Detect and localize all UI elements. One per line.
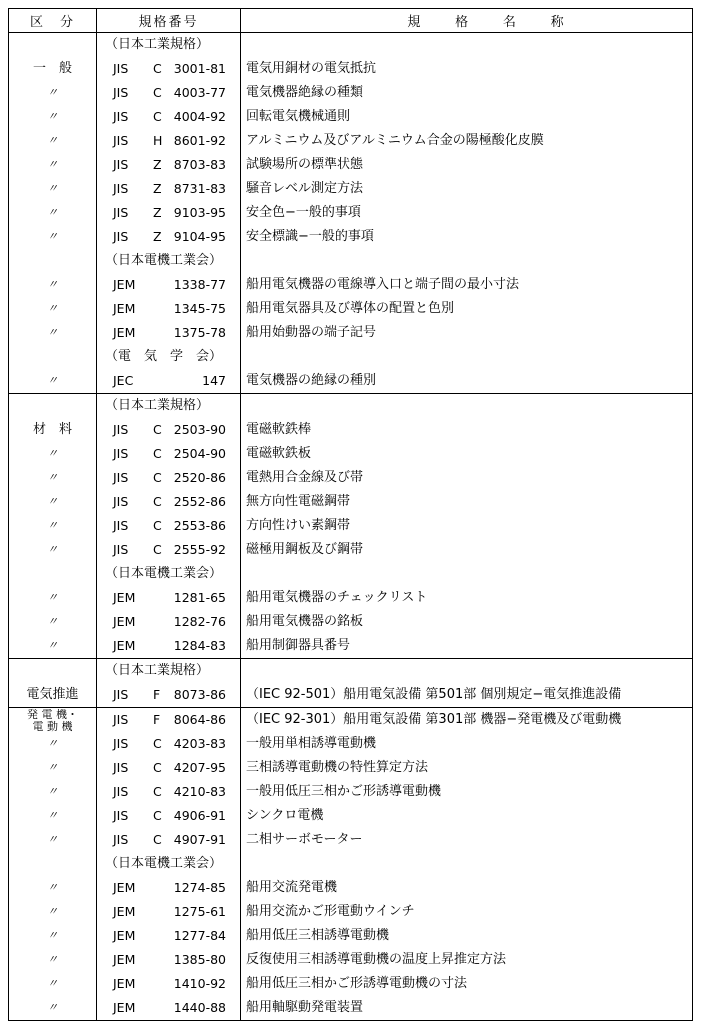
code-column	[97, 708, 241, 1020]
code-number: 4003-77	[173, 85, 226, 100]
standard-name: （IEC 92-501）船用電気設備 第501部 個別規定−電気推進設備	[246, 687, 622, 702]
category-label	[9, 33, 96, 57]
standard-code	[97, 81, 240, 105]
name-column	[241, 708, 692, 1020]
organization-label: （日本電機工業会）	[105, 856, 223, 871]
standard-name: 船用始動器の端子記号	[246, 325, 377, 340]
table-header	[9, 9, 692, 33]
code-prefix: JIS	[113, 205, 129, 220]
code-prefix: JIS	[113, 61, 129, 76]
standard-name: 船用電気器具及び導体の配置と色別	[246, 301, 455, 316]
ditto-mark: 〃	[47, 326, 58, 339]
code-prefix: JEM	[113, 904, 136, 919]
code-number: 1410-92	[173, 976, 226, 991]
ditto-mark: 〃	[47, 495, 58, 508]
standard-name	[241, 852, 692, 876]
ditto-mark: 〃	[47, 905, 58, 918]
code-number: 3001-81	[173, 61, 226, 76]
table-body	[9, 33, 692, 1020]
standard-code	[97, 996, 240, 1020]
standard-code	[97, 948, 240, 972]
code-number: 2504-90	[173, 446, 226, 461]
code-number: 1375-78	[173, 325, 226, 340]
standard-name: 船用交流かご形電動ウインチ	[246, 904, 415, 919]
standard-code	[97, 201, 240, 225]
standard-name: 船用軸駆動発電装置	[246, 1000, 364, 1015]
standard-name: 電気機器絶縁の種類	[246, 85, 364, 100]
code-letter: C	[153, 808, 162, 823]
standard-name: 三相誘導電動機の特性算定方法	[246, 760, 429, 775]
code-column	[97, 394, 241, 658]
code-number: 1277-84	[173, 928, 226, 943]
ditto-mark: 〃	[47, 230, 58, 243]
category-column	[9, 33, 97, 393]
code-column	[97, 659, 241, 707]
standard-name: 方向性けい素鋼帯	[246, 518, 351, 533]
standard-code	[97, 321, 240, 345]
code-prefix: JIS	[113, 518, 129, 533]
code-number: 2552-86	[173, 494, 226, 509]
code-prefix: JIS	[113, 85, 129, 100]
ditto-mark: 〃	[47, 158, 58, 171]
standard-name: 電磁軟鉄板	[246, 446, 312, 461]
standard-code	[97, 708, 240, 732]
code-prefix: JIS	[113, 687, 129, 702]
standard-code	[97, 972, 240, 996]
ditto-mark: 〃	[47, 591, 58, 604]
code-letter: Z	[153, 229, 162, 244]
standard-name	[241, 562, 692, 586]
code-letter: F	[153, 712, 161, 727]
ditto-mark: 〃	[47, 519, 58, 532]
standard-code	[97, 177, 240, 201]
table-section	[9, 394, 692, 659]
ditto-mark: 〃	[47, 1001, 58, 1014]
standard-name: 船用電気機器の電線導入口と端子間の最小寸法	[246, 277, 520, 292]
ditto-mark: 〃	[47, 977, 58, 990]
standard-code	[97, 369, 240, 393]
ditto-mark: 〃	[47, 809, 58, 822]
standard-code	[97, 780, 240, 804]
organization-label: （日本工業規格）	[105, 398, 210, 413]
code-number: 4207-95	[173, 760, 226, 775]
header-name-char: 名	[502, 15, 518, 30]
ditto-mark: 〃	[47, 833, 58, 846]
ditto-mark: 〃	[47, 278, 58, 291]
code-prefix: JIS	[113, 712, 129, 727]
category-column	[9, 394, 97, 658]
code-letter: C	[153, 760, 162, 775]
code-prefix: JEM	[113, 614, 136, 629]
header-code: 規格番号	[97, 9, 241, 32]
code-letter: H	[153, 133, 163, 148]
category-label: 一 般	[32, 61, 72, 76]
ditto-mark: 〃	[47, 447, 58, 460]
standard-name: 回転電気機械通則	[246, 109, 351, 124]
code-prefix: JIS	[113, 157, 129, 172]
standard-code	[97, 900, 240, 924]
standard-name: 磁極用鋼板及び鋼帯	[246, 542, 364, 557]
name-column	[241, 394, 692, 658]
organization-label: （日本工業規格）	[105, 37, 210, 52]
standard-name: 一般用低圧三相かご形誘導電動機	[246, 784, 442, 799]
code-letter: C	[153, 736, 162, 751]
standard-name: 安全色−一般的事項	[246, 205, 361, 220]
category-label: 電気推進	[26, 687, 79, 702]
header-name-char: 格	[455, 15, 471, 30]
standard-name	[241, 345, 692, 369]
standard-name	[241, 249, 692, 273]
ditto-mark: 〃	[47, 639, 58, 652]
code-prefix: JIS	[113, 422, 129, 437]
header-name	[241, 9, 692, 32]
code-letter: C	[153, 494, 162, 509]
standard-code	[97, 466, 240, 490]
code-prefix: JEM	[113, 976, 136, 991]
standard-code	[97, 490, 240, 514]
code-prefix: JIS	[113, 808, 129, 823]
code-prefix: JEM	[113, 590, 136, 605]
ditto-mark: 〃	[47, 953, 58, 966]
table-section	[9, 33, 692, 394]
standard-name: 電磁軟鉄棒	[246, 422, 312, 437]
standard-name	[241, 659, 692, 683]
standard-code	[97, 442, 240, 466]
standard-name: 二相サーボモーター	[246, 832, 363, 847]
code-number: 1345-75	[173, 301, 226, 316]
standard-name: （IEC 92-301）船用電気設備 第301部 機器−発電機及び電動機	[246, 712, 622, 727]
standard-code	[97, 732, 240, 756]
code-prefix: JEM	[113, 277, 136, 292]
standard-code	[97, 153, 240, 177]
standard-name: 船用低圧三相誘導電動機	[246, 928, 390, 943]
ditto-mark: 〃	[47, 785, 58, 798]
organization-label: （電 気 学 会）	[105, 349, 223, 364]
code-number: 1440-88	[173, 1000, 226, 1015]
code-letter: F	[153, 687, 161, 702]
category-label: 発 電 機・ 電 動 機	[27, 708, 78, 732]
standard-name: 船用交流発電機	[246, 880, 338, 895]
standard-name: 一般用単相誘導電動機	[246, 736, 377, 751]
code-number: 1274-85	[173, 880, 226, 895]
ditto-mark: 〃	[47, 881, 58, 894]
ditto-mark: 〃	[47, 471, 58, 484]
code-number: 4906-91	[173, 808, 226, 823]
code-prefix: JIS	[113, 181, 129, 196]
code-number: 4203-83	[173, 736, 226, 751]
standard-name: 船用電気機器のチェックリスト	[246, 590, 428, 605]
code-letter: C	[153, 85, 162, 100]
code-prefix: JIS	[113, 832, 129, 847]
category-column	[9, 708, 97, 1020]
ditto-mark: 〃	[47, 206, 58, 219]
standard-code	[97, 634, 240, 658]
code-column	[97, 33, 241, 393]
code-letter: C	[153, 470, 162, 485]
code-number: 9104-95	[173, 229, 226, 244]
standard-code	[97, 828, 240, 852]
code-prefix: JIS	[113, 494, 129, 509]
code-prefix: JIS	[113, 736, 129, 751]
code-prefix: JEM	[113, 638, 136, 653]
ditto-mark: 〃	[47, 86, 58, 99]
standard-name: 試験場所の標準状態	[246, 157, 364, 172]
standard-code	[97, 297, 240, 321]
code-prefix: JIS	[113, 784, 129, 799]
standard-name: 安全標識−一般的事項	[246, 229, 374, 244]
code-prefix: JIS	[113, 133, 129, 148]
standard-code	[97, 514, 240, 538]
organization-label: （日本電機工業会）	[105, 253, 223, 268]
standard-code	[97, 924, 240, 948]
code-letter: Z	[153, 157, 162, 172]
ditto-mark: 〃	[47, 134, 58, 147]
ditto-mark: 〃	[47, 737, 58, 750]
standard-code	[97, 610, 240, 634]
code-prefix: JIS	[113, 760, 129, 775]
standard-code	[97, 683, 240, 707]
category-label	[9, 249, 96, 273]
ditto-mark: 〃	[47, 543, 58, 556]
code-letter: Z	[153, 205, 162, 220]
code-letter: C	[153, 61, 162, 76]
category-label	[9, 345, 96, 369]
ditto-mark: 〃	[47, 615, 58, 628]
standard-code	[97, 756, 240, 780]
standard-code	[97, 876, 240, 900]
standard-name: 電気機器の絶縁の種別	[246, 373, 377, 388]
code-prefix: JIS	[113, 470, 129, 485]
standard-name: 電気用銅材の電気抵抗	[246, 61, 377, 76]
organization-label: （日本工業規格）	[105, 663, 210, 678]
category-label	[9, 659, 96, 683]
standard-code	[97, 225, 240, 249]
code-number: 8731-83	[173, 181, 226, 196]
standard-code	[97, 804, 240, 828]
code-number: 1275-61	[173, 904, 226, 919]
name-column	[241, 659, 692, 707]
name-column	[241, 33, 692, 393]
code-number: 4907-91	[173, 832, 226, 847]
standard-name: アルミニウム及びアルミニウム合金の陽極酸化皮膜	[246, 133, 544, 148]
code-number: 147	[202, 373, 226, 388]
code-prefix: JIS	[113, 542, 129, 557]
header-name-char: 称	[550, 15, 566, 30]
category-label	[9, 852, 96, 876]
standard-name: シンクロ電機	[246, 808, 324, 823]
standard-name: 船用電気機器の銘板	[246, 614, 364, 629]
ditto-mark: 〃	[47, 374, 58, 387]
category-label	[9, 562, 96, 586]
code-prefix: JEM	[113, 880, 136, 895]
code-letter: C	[153, 784, 162, 799]
category-label	[9, 394, 96, 418]
code-number: 1338-77	[173, 277, 226, 292]
code-prefix: JIS	[113, 229, 129, 244]
code-number: 1281-65	[173, 590, 226, 605]
code-prefix: JIS	[113, 446, 129, 461]
code-letter: C	[153, 518, 162, 533]
ditto-mark: 〃	[47, 929, 58, 942]
code-prefix: JEM	[113, 952, 136, 967]
category-label: 材 料	[32, 422, 72, 437]
code-letter: Z	[153, 181, 162, 196]
code-number: 2555-92	[173, 542, 226, 557]
standard-name: 無方向性電磁鋼帯	[246, 494, 351, 509]
code-number: 8703-83	[173, 157, 226, 172]
code-number: 8601-92	[173, 133, 226, 148]
standard-code	[97, 129, 240, 153]
header-name-char: 規	[407, 15, 423, 30]
code-prefix: JEM	[113, 928, 136, 943]
code-letter: C	[153, 832, 162, 847]
organization-label: （日本電機工業会）	[105, 566, 223, 581]
ditto-mark: 〃	[47, 110, 58, 123]
header-category: 区 分	[9, 9, 97, 32]
standard-code	[97, 57, 240, 81]
standard-name: 船用低圧三相かご形誘導電動機の寸法	[246, 976, 468, 991]
code-prefix: JEM	[113, 301, 136, 316]
standard-name: 電熱用合金線及び帯	[246, 470, 364, 485]
standard-name: 船用制御器具番号	[246, 638, 351, 653]
code-number: 1385-80	[173, 952, 226, 967]
code-number: 4004-92	[173, 109, 226, 124]
code-number: 2503-90	[173, 422, 226, 437]
standard-name	[241, 33, 692, 57]
code-prefix: JEM	[113, 325, 136, 340]
code-number: 9103-95	[173, 205, 226, 220]
code-number: 1282-76	[173, 614, 226, 629]
ditto-mark: 〃	[47, 182, 58, 195]
standard-code	[97, 538, 240, 562]
code-number: 2553-86	[173, 518, 226, 533]
standard-code	[97, 418, 240, 442]
ditto-mark: 〃	[47, 302, 58, 315]
code-letter: C	[153, 109, 162, 124]
standard-name: 騒音レベル測定方法	[246, 181, 364, 196]
code-letter: C	[153, 446, 162, 461]
table-section	[9, 659, 692, 708]
standard-name: 反復使用三相誘導電動機の温度上昇推定方法	[246, 952, 507, 967]
standards-table	[8, 8, 693, 1021]
code-prefix: JEM	[113, 1000, 136, 1015]
code-number: 1284-83	[173, 638, 226, 653]
code-number: 4210-83	[173, 784, 226, 799]
code-number: 8064-86	[173, 712, 226, 727]
code-number: 8073-86	[173, 687, 226, 702]
standard-code	[97, 586, 240, 610]
code-letter: C	[153, 542, 162, 557]
category-column	[9, 659, 97, 707]
standard-name	[241, 394, 692, 418]
standard-code	[97, 105, 240, 129]
code-number: 2520-86	[173, 470, 226, 485]
ditto-mark: 〃	[47, 761, 58, 774]
standard-code	[97, 273, 240, 297]
code-prefix: JIS	[113, 109, 129, 124]
code-letter: C	[153, 422, 162, 437]
code-prefix: JEC	[113, 373, 134, 388]
table-section	[9, 708, 692, 1020]
